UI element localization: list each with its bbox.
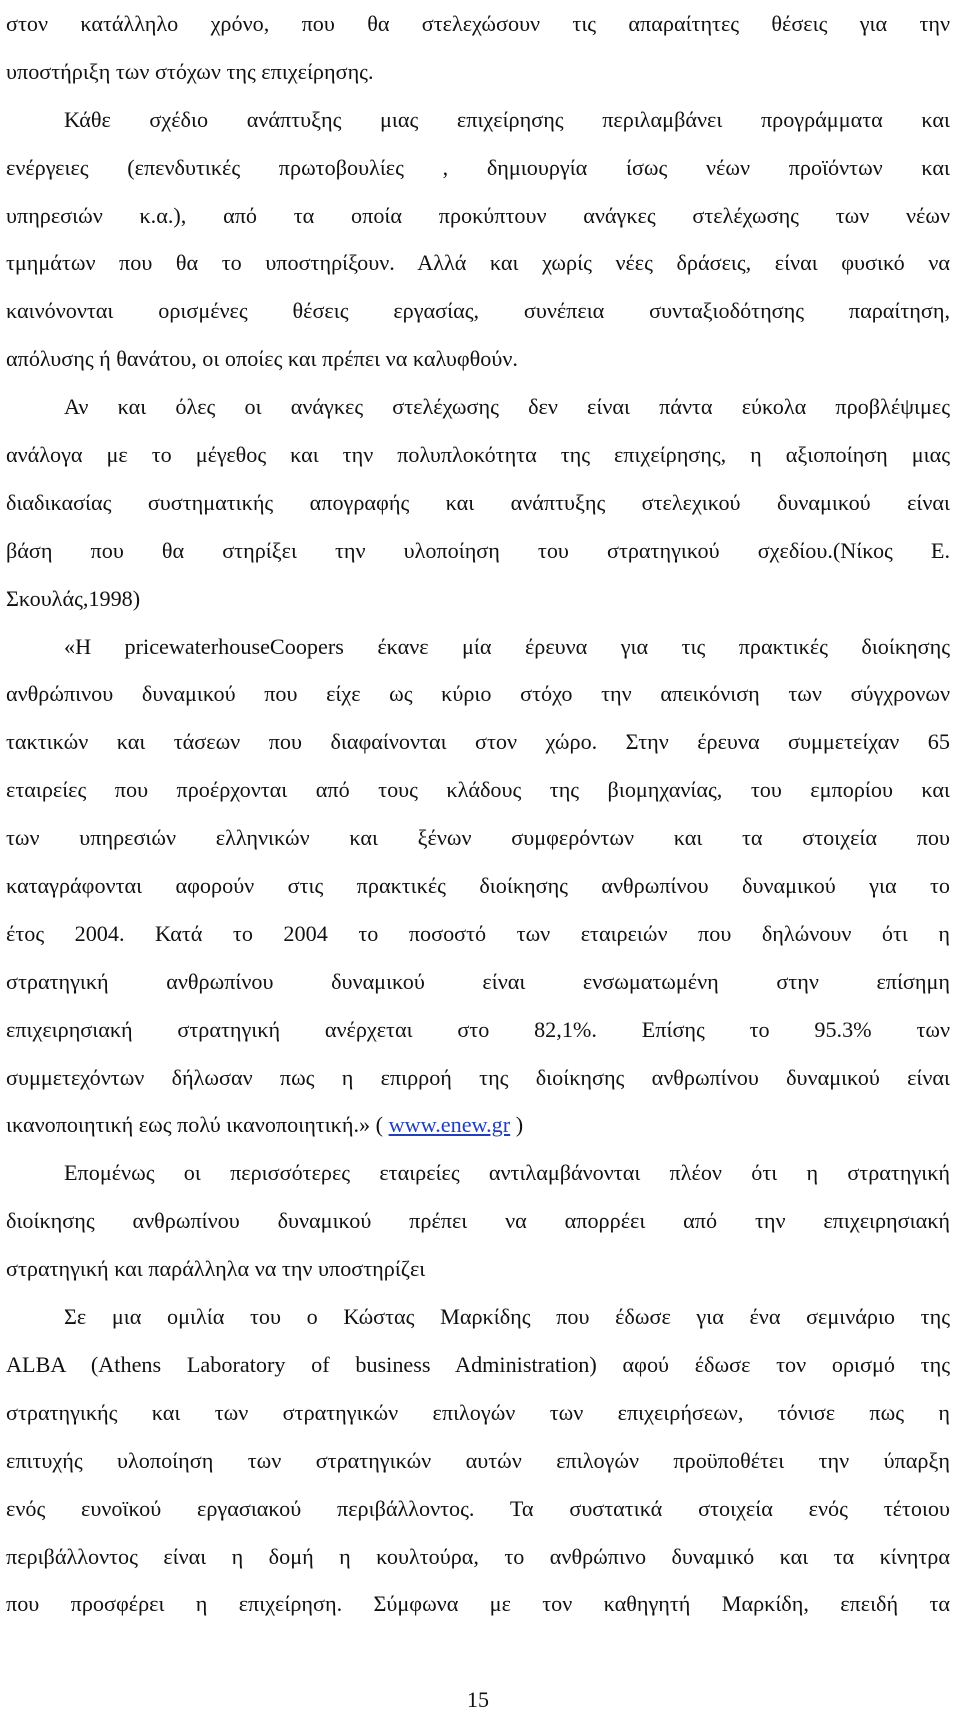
text-line: καινόνονται ορισμένες θέσεις εργασίας, συνέπεια συνταξιοδότησης παραίτηση, [6, 298, 950, 324]
text-line: Αν και όλες οι ανάγκες στελέχωσης δεν είναι πάντα εύκολα προβλέψιμες [64, 394, 950, 420]
text-line: επιχειρησιακή στρατηγική ανέρχεται στο 82,1%. Επίσης το 95.3% των [6, 1016, 950, 1042]
text-line: ανθρώπινου δυναμικού που είχε ως κύριο στόχο την απεικόνιση των σύγχρονων [6, 681, 950, 707]
text-fragment: ικανοποιητική εως πολύ ικανοποιητική.» ( [6, 1112, 389, 1138]
text-line: βάση που θα στηρίξει την υλοποίηση του στρατηγικού σχεδίου.(Νίκος Ε. [6, 537, 950, 563]
text-line [6, 1101, 950, 1149]
text-line: διαδικασίας συστηματικής απογραφής και ανάπτυξης στελεχικού δυναμικού είναι [6, 489, 950, 515]
text-line: που προσφέρει η επιχείρηση. Σύμφωνα με τον καθηγητή Μαρκίδη, επειδή τα [6, 1591, 950, 1617]
text-line: ενέργειες (επενδυτικές πρωτοβουλίες , δημιουργία ίσως νέων προϊόντων και [6, 154, 950, 180]
text-line: υποστήριξη των στόχων της επιχείρησης. [6, 58, 374, 84]
text-line: στρατηγικής και των στρατηγικών επιλογών των επιχειρήσεων, τόνισε πως η [6, 1399, 950, 1425]
text-line: ενός ευνοϊκού εργασιακού περιβάλλοντος. Τα συστατικά στοιχεία ενός τέτοιου [6, 1495, 950, 1521]
text-line: «Η pricewaterhouseCoopers έκανε μία έρευνα για τις πρακτικές διοίκησης [64, 633, 950, 659]
text-line: στρατηγική και παράλληλα να την υποστηρίζει [6, 1256, 426, 1282]
text-line: διοίκησης ανθρωπίνου δυναμικού πρέπει να απορρέει από την επιχειρησιακή [6, 1208, 950, 1234]
document-body [6, 0, 950, 1628]
text-line: έτος 2004. Κατά το 2004 το ποσοστό των εταιρειών που δηλώνουν ότι η [6, 920, 950, 946]
text-line: καταγράφονται αφορούν στις πρακτικές διοίκησης ανθρωπίνου δυναμικού για το [6, 873, 950, 899]
text-line: τμημάτων που θα το υποστηρίξουν. Αλλά και χωρίς νέες δράσεις, είναι φυσικό να [6, 250, 950, 276]
text-line: Κάθε σχέδιο ανάπτυξης μιας επιχείρησης περιλαμβάνει προγράμματα και [64, 106, 950, 132]
text-line: εταιρείες που προέρχονται από τους κλάδους της βιομηχανίας, του εμπορίου και [6, 777, 950, 803]
text-line: των υπηρεσιών ελληνικών και ξένων συμφερόντων και τα στοιχεία που [6, 825, 950, 851]
text-line: στον κατάλληλο χρόνο, που θα στελεχώσουν τις απαραίτητες θέσεις για την [6, 11, 950, 36]
text-line: τακτικών και τάσεων που διαφαίνονται στον χώρο. Στην έρευνα συμμετείχαν 65 [6, 729, 950, 755]
text-line: συμμετεχόντων δήλωσαν πως η επιρροή της διοίκησης ανθρωπίνου δυναμικού είναι [6, 1064, 950, 1090]
text-line: υπηρεσιών κ.α.), από τα οποία προκύπτουν ανάγκες στελέχωσης των νέων [6, 202, 950, 228]
page-number: 15 [467, 1687, 489, 1712]
text-line: περιβάλλοντος είναι η δομή η κουλτούρα, το ανθρώπινο δυναμικό και τα κίνητρα [6, 1543, 950, 1569]
document-page [6, 0, 950, 1717]
website-link[interactable]: www.enew.gr [388, 1112, 511, 1138]
text-line: Σκουλάς,1998) [6, 585, 141, 611]
text-line: Σε μια ομιλία του ο Κώστας Μαρκίδης που έδωσε για ένα σεμινάριο της [64, 1304, 950, 1330]
text-line: ALBA (Athens Laboratory of business Administration) αφού έδωσε τον ορισμό της [6, 1351, 950, 1377]
text-line: απόλυσης ή θανάτου, οι οποίες και πρέπει να καλυφθούν. [6, 346, 518, 372]
text-line: επιτυχής υλοποίηση των στρατηγικών αυτών επιλογών προϋποθέτει την ύπαρξη [6, 1447, 950, 1473]
text-line: Επομένως οι περισσότερες εταιρείες αντιλαμβάνονται πλέον ότι η στρατηγική [64, 1160, 950, 1186]
text-line: στρατηγική ανθρωπίνου δυναμικού είναι ενσωματωμένη στην επίσημη [6, 968, 950, 994]
text-fragment: ) [510, 1112, 524, 1138]
text-line: ανάλογα με το μέγεθος και την πολυπλοκότητα της επιχείρησης, η αξιοποίηση μιας [6, 442, 950, 468]
